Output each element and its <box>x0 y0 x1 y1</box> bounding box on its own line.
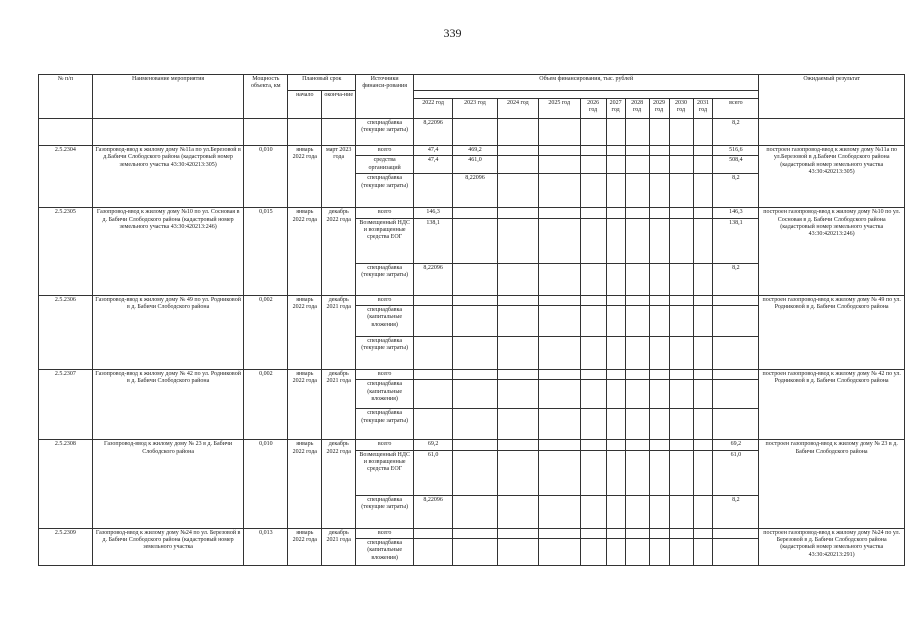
year-value: 8,22096 <box>414 119 453 146</box>
header-term-start: начало <box>288 91 322 119</box>
year-value <box>580 409 606 440</box>
year-value <box>625 218 649 263</box>
year-value <box>606 119 625 146</box>
total-value: 138,1 <box>713 218 759 263</box>
funding-source: всего <box>356 528 414 538</box>
year-value <box>625 146 649 156</box>
year-value <box>606 336 625 369</box>
year-value: 61,0 <box>414 450 453 495</box>
year-value <box>453 369 498 379</box>
year-value <box>453 409 498 440</box>
year-value <box>669 263 693 295</box>
year-value <box>606 305 625 336</box>
year-value <box>453 119 498 146</box>
item-capacity: 0,002 <box>244 295 288 369</box>
table-row <box>39 119 905 146</box>
year-value <box>649 174 669 208</box>
year-value <box>625 440 649 450</box>
year-value <box>649 263 669 295</box>
item-result: построен газопровод-ввод к жилому дому № 23 в д. Бабичи Слободского района <box>759 440 905 528</box>
header-year: 2031 год <box>693 99 713 119</box>
year-value <box>693 119 713 146</box>
year-value <box>497 369 538 379</box>
item-number: 2.5.2305 <box>39 208 93 295</box>
year-value <box>580 495 606 528</box>
year-value <box>497 528 538 538</box>
item-term-end: март 2023 года <box>322 146 356 208</box>
item-name: Газопровод-ввод к жилому дому № 49 по ул. Родниковой в д. Бабичи Слободского района <box>92 295 244 369</box>
year-value <box>580 295 606 305</box>
total-value <box>713 409 759 440</box>
header-year: 2030 год <box>669 99 693 119</box>
total-value <box>713 305 759 336</box>
funding-source: всего <box>356 369 414 379</box>
year-value <box>693 174 713 208</box>
year-value <box>453 305 498 336</box>
year-value <box>625 538 649 565</box>
year-value <box>414 295 453 305</box>
year-value <box>497 495 538 528</box>
year-value <box>625 409 649 440</box>
year-value <box>649 305 669 336</box>
year-value <box>606 495 625 528</box>
year-value <box>625 369 649 379</box>
year-value <box>669 174 693 208</box>
year-value <box>606 440 625 450</box>
year-value <box>649 409 669 440</box>
page-number: 339 <box>443 26 462 40</box>
item-name: Газопровод-ввод к жилому дому № 42 по ул. Родниковой в д. Бабичи Слободского района <box>92 369 244 439</box>
year-value <box>497 305 538 336</box>
year-value <box>580 450 606 495</box>
year-value <box>625 380 649 409</box>
year-value <box>649 146 669 156</box>
year-value <box>669 218 693 263</box>
year-value <box>649 369 669 379</box>
year-value <box>669 146 693 156</box>
year-value <box>414 174 453 208</box>
total-value: 516,6 <box>713 146 759 156</box>
year-value <box>580 174 606 208</box>
item-result: построен газопровод-ввод к жилому дому № 42 по ул. Родниковой в д. Бабичи Слободского района <box>759 369 905 439</box>
funding-source: спецнадбавка (капитальные вложения) <box>356 538 414 565</box>
year-value <box>649 119 669 146</box>
total-value <box>713 369 759 379</box>
year-value <box>693 336 713 369</box>
header-year: 2027 год <box>606 99 625 119</box>
year-value <box>693 528 713 538</box>
total-value <box>713 528 759 538</box>
year-value <box>649 295 669 305</box>
total-value: 8,2 <box>713 263 759 295</box>
header-finance: Объем финансирования, тыс. рублей <box>414 75 759 91</box>
year-value <box>606 380 625 409</box>
item-capacity: 0,013 <box>244 528 288 565</box>
year-value <box>693 146 713 156</box>
year-value <box>580 146 606 156</box>
header-result: Ожидаемый результат <box>759 75 905 119</box>
year-value <box>625 119 649 146</box>
year-value <box>497 208 538 218</box>
item-term-end: декабрь 2021 года <box>322 528 356 565</box>
year-value <box>669 538 693 565</box>
item-result: построен газопровод-ввод к жилому дому №24 по ул. Березовой в д. Бабичи Слободского района (кадастровый номер земельного участка 43:30:420213:291) <box>759 528 905 565</box>
year-value <box>625 336 649 369</box>
year-value <box>538 208 580 218</box>
year-value <box>414 369 453 379</box>
year-value <box>606 528 625 538</box>
year-value <box>693 380 713 409</box>
item-name <box>92 119 244 146</box>
total-value: 8,2 <box>713 495 759 528</box>
funding-source: средства организаций <box>356 156 414 174</box>
year-value: 8,22096 <box>414 263 453 295</box>
year-value <box>606 174 625 208</box>
item-result: построен газопровод-ввод к жилому дому №11а по ул.Березовой в д.Бабичи Слободского района (кадастровый номер земельного участка 43:30:420213:305) <box>759 146 905 208</box>
header-source: Источники финанси-рования <box>356 75 414 119</box>
funding-source: всего <box>356 146 414 156</box>
total-value <box>713 295 759 305</box>
year-value <box>606 146 625 156</box>
year-value <box>538 380 580 409</box>
year-value <box>580 208 606 218</box>
header-year: 2029 год <box>649 99 669 119</box>
item-name: Газопровод-ввод к жилому дому №11а по ул.Березовой в д.Бабичи Слободского района (кадастровый номер земельного участка 43:30:420213:305) <box>92 146 244 208</box>
year-value <box>497 538 538 565</box>
year-value <box>669 369 693 379</box>
item-term-start: январь 2022 года <box>288 295 322 369</box>
item-result <box>759 119 905 146</box>
year-value <box>497 409 538 440</box>
item-term-start: январь 2022 года <box>288 369 322 439</box>
year-value <box>453 380 498 409</box>
header-year: 2022 год <box>414 99 453 119</box>
year-value <box>669 156 693 174</box>
item-term-end: декабрь 2021 года <box>322 369 356 439</box>
year-value <box>414 305 453 336</box>
year-value <box>606 538 625 565</box>
item-capacity: 0,002 <box>244 369 288 439</box>
total-value: 508,4 <box>713 156 759 174</box>
item-term-end: декабрь 2022 года <box>322 208 356 295</box>
year-value <box>606 409 625 440</box>
year-value <box>693 218 713 263</box>
year-value <box>580 440 606 450</box>
year-value <box>580 119 606 146</box>
funding-source: спецнадбавка (текущие затраты) <box>356 174 414 208</box>
item-capacity: 0,010 <box>244 440 288 528</box>
year-value: 461,0 <box>453 156 498 174</box>
year-value <box>538 156 580 174</box>
year-value <box>669 495 693 528</box>
item-number: 2.5.2307 <box>39 369 93 439</box>
year-value <box>669 295 693 305</box>
year-value <box>497 218 538 263</box>
year-value: 47,4 <box>414 146 453 156</box>
item-term-end: декабрь 2021 года <box>322 295 356 369</box>
item-capacity: 0,010 <box>244 146 288 208</box>
year-value <box>538 305 580 336</box>
item-term-start: январь 2022 года <box>288 208 322 295</box>
item-name: Газопровод-ввод к жилому дому №10 по ул. Сосновая в д. Бабичи Слободского района (кадастровый номер земельного участка 43:30:420213:246) <box>92 208 244 295</box>
table-row <box>39 528 905 538</box>
year-value <box>649 208 669 218</box>
total-value <box>713 380 759 409</box>
funding-source: спецнадбавка (текущие затраты) <box>356 263 414 295</box>
year-value <box>538 495 580 528</box>
year-value <box>606 369 625 379</box>
header-term-end: оконча-ние <box>322 91 356 119</box>
year-value: 469,2 <box>453 146 498 156</box>
item-term-start: январь 2022 года <box>288 528 322 565</box>
header-term: Плановый срок <box>288 75 356 91</box>
year-value <box>497 119 538 146</box>
year-value <box>669 528 693 538</box>
total-value: 69,2 <box>713 440 759 450</box>
year-value <box>669 305 693 336</box>
year-value <box>649 218 669 263</box>
total-value: 8,2 <box>713 174 759 208</box>
funding-source: Возмещенный НДС и возвращенные средства ЕОГ <box>356 450 414 495</box>
total-value <box>713 538 759 565</box>
item-term-end: декабрь 2022 года <box>322 440 356 528</box>
year-value <box>669 409 693 440</box>
table-row <box>39 369 905 379</box>
item-number <box>39 119 93 146</box>
year-value <box>497 380 538 409</box>
year-value <box>538 528 580 538</box>
year-value <box>693 369 713 379</box>
year-value <box>453 440 498 450</box>
year-value <box>625 208 649 218</box>
year-value <box>497 440 538 450</box>
total-value <box>713 336 759 369</box>
item-result: построен газопровод-ввод к жилому дому № 49 по ул. Родниковой в д. Бабичи Слободского района <box>759 295 905 369</box>
year-value <box>625 174 649 208</box>
year-value <box>453 336 498 369</box>
table-row <box>39 146 905 156</box>
year-value <box>625 495 649 528</box>
year-value <box>580 305 606 336</box>
year-value <box>649 528 669 538</box>
year-value <box>693 440 713 450</box>
year-value <box>606 295 625 305</box>
year-value <box>497 295 538 305</box>
funding-source: спецнадбавка (текущие затраты) <box>356 409 414 440</box>
item-term-end <box>322 119 356 146</box>
funding-source: всего <box>356 440 414 450</box>
funding-source: спецнадбавка (капитальные вложения) <box>356 305 414 336</box>
year-value <box>538 295 580 305</box>
header-name: Наименование мероприятия <box>92 75 244 119</box>
year-value <box>669 440 693 450</box>
year-value <box>649 450 669 495</box>
year-value <box>625 156 649 174</box>
item-name: Газопровод-ввод к жилому дому №24 по ул. Березовой в д. Бабичи Слободского района (кадастровый номер земельного участка <box>92 528 244 565</box>
total-value: 146,3 <box>713 208 759 218</box>
table-row <box>39 295 905 305</box>
year-value <box>538 218 580 263</box>
item-capacity <box>244 119 288 146</box>
year-value <box>580 380 606 409</box>
total-value: 8,2 <box>713 119 759 146</box>
funding-source: всего <box>356 295 414 305</box>
year-value <box>453 218 498 263</box>
year-value <box>453 528 498 538</box>
year-value <box>625 295 649 305</box>
year-value <box>606 208 625 218</box>
year-value <box>693 156 713 174</box>
year-value <box>649 538 669 565</box>
year-value <box>538 119 580 146</box>
year-value <box>606 156 625 174</box>
year-value <box>606 218 625 263</box>
year-value: 138,1 <box>414 218 453 263</box>
header-capacity: Мощность объекта, км <box>244 75 288 119</box>
header-year: всего <box>713 99 759 119</box>
year-value <box>414 409 453 440</box>
year-value <box>580 538 606 565</box>
year-value <box>453 495 498 528</box>
header-year: 2024 год <box>497 99 538 119</box>
item-number: 2.5.2309 <box>39 528 93 565</box>
item-term-start: январь 2022 года <box>288 440 322 528</box>
year-value <box>580 156 606 174</box>
funding-source: спецнадбавка (текущие затраты) <box>356 119 414 146</box>
table-row <box>39 440 905 450</box>
year-value <box>414 336 453 369</box>
year-value <box>693 495 713 528</box>
year-value <box>538 174 580 208</box>
year-value: 69,2 <box>414 440 453 450</box>
year-value: 47,4 <box>414 156 453 174</box>
year-value <box>538 440 580 450</box>
item-number: 2.5.2304 <box>39 146 93 208</box>
year-value <box>693 263 713 295</box>
year-value <box>649 156 669 174</box>
year-value <box>538 369 580 379</box>
year-value: 8,22096 <box>453 174 498 208</box>
year-value <box>580 528 606 538</box>
year-value <box>580 263 606 295</box>
year-value <box>669 380 693 409</box>
year-value <box>538 336 580 369</box>
year-value <box>497 156 538 174</box>
year-value <box>693 305 713 336</box>
year-value <box>669 119 693 146</box>
year-value <box>497 174 538 208</box>
header-year: 2028 год <box>625 99 649 119</box>
year-value <box>625 305 649 336</box>
total-value: 61,0 <box>713 450 759 495</box>
year-value <box>453 538 498 565</box>
year-value <box>497 146 538 156</box>
year-value <box>580 336 606 369</box>
year-value <box>497 336 538 369</box>
year-value <box>693 450 713 495</box>
year-value <box>453 295 498 305</box>
item-term-start: январь 2022 года <box>288 146 322 208</box>
header-num: № п/п <box>39 75 93 119</box>
year-value <box>649 336 669 369</box>
funding-source: спецнадбавка (капитальные вложения) <box>356 380 414 409</box>
funding-source: спецнадбавка (текущие затраты) <box>356 336 414 369</box>
year-value <box>538 538 580 565</box>
financing-table <box>38 74 905 566</box>
year-value <box>580 218 606 263</box>
year-value <box>497 450 538 495</box>
year-value <box>497 263 538 295</box>
year-value <box>649 380 669 409</box>
year-value <box>453 208 498 218</box>
year-value <box>669 450 693 495</box>
year-value <box>625 450 649 495</box>
item-term-start <box>288 119 322 146</box>
year-value <box>693 409 713 440</box>
table-row <box>39 208 905 218</box>
year-value <box>625 263 649 295</box>
year-value <box>669 336 693 369</box>
year-value <box>606 263 625 295</box>
year-value <box>414 380 453 409</box>
year-value <box>649 440 669 450</box>
year-value <box>649 495 669 528</box>
year-value <box>606 450 625 495</box>
funding-source: Возмещенный НДС и возвращенные средства ЕОГ <box>356 218 414 263</box>
item-number: 2.5.2308 <box>39 440 93 528</box>
year-value <box>538 409 580 440</box>
item-name: Газопровод-ввод к жилому дому № 23 в д. Бабичи Слободского района <box>92 440 244 528</box>
year-value <box>453 263 498 295</box>
header-year: 2026 год <box>580 99 606 119</box>
header-finance-spacer <box>414 91 759 99</box>
item-capacity: 0,015 <box>244 208 288 295</box>
year-value <box>693 295 713 305</box>
year-value <box>693 538 713 565</box>
year-value <box>625 528 649 538</box>
year-value <box>538 450 580 495</box>
year-value <box>414 528 453 538</box>
year-value <box>538 263 580 295</box>
year-value <box>580 369 606 379</box>
year-value <box>693 208 713 218</box>
item-result: построен газопровод-ввод к жилому дому №10 по ул. Сосновая в д. Бабичи Слободского района (кадастровый номер земельного участка 43:30:420213:246) <box>759 208 905 295</box>
item-number: 2.5.2306 <box>39 295 93 369</box>
header-year: 2023 год <box>453 99 498 119</box>
funding-source: всего <box>356 208 414 218</box>
year-value: 8,22096 <box>414 495 453 528</box>
funding-source: спецнадбавка (текущие затраты) <box>356 495 414 528</box>
header-year: 2025 год <box>538 99 580 119</box>
year-value <box>453 450 498 495</box>
year-value <box>414 538 453 565</box>
year-value <box>669 208 693 218</box>
year-value: 146,3 <box>414 208 453 218</box>
year-value <box>538 146 580 156</box>
